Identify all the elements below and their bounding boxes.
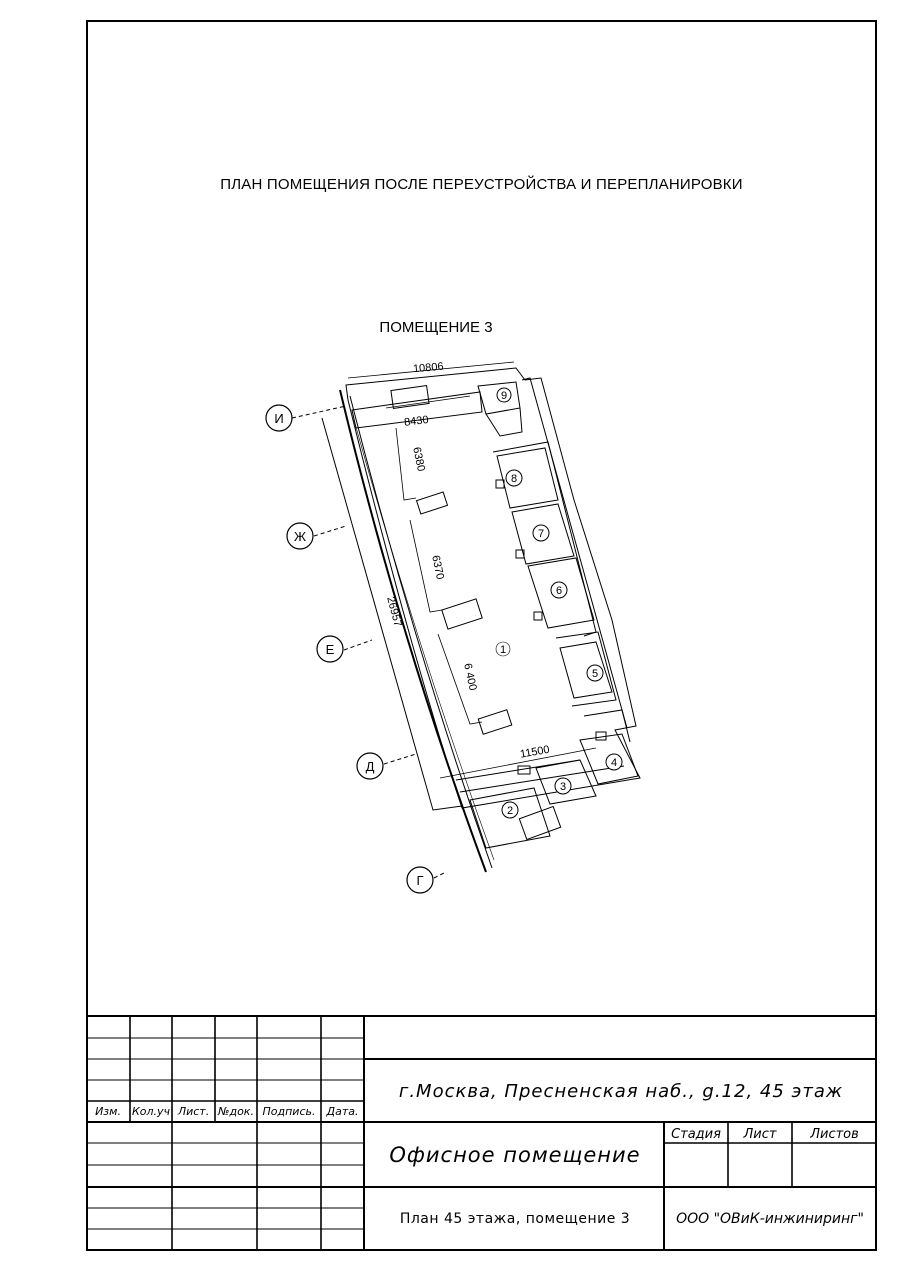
- axis-label-d: Д: [365, 759, 375, 774]
- room-label-2: 2: [506, 805, 514, 817]
- company-name: ООО "ОВиК-инжиниринг": [676, 1211, 864, 1227]
- axis-label-zh: Ж: [293, 529, 307, 544]
- stage-header: Стадия: [671, 1126, 721, 1142]
- project-address: г.Москва, Пресненская наб., g.12, 45 этаж: [398, 1080, 844, 1102]
- object-name: Офисное помещение: [389, 1143, 641, 1167]
- axis-label-g: Г: [416, 873, 424, 888]
- dim-top-width: 10806: [412, 360, 445, 376]
- axis-label-e: Е: [325, 642, 335, 657]
- header-kol-uch: Кол.уч: [131, 1104, 171, 1118]
- sheets-header: Листов: [810, 1126, 859, 1142]
- header-podpis: Подпись.: [262, 1104, 316, 1118]
- dim-bottom-width: 11500: [519, 743, 551, 761]
- room-label-1: 1: [499, 644, 507, 656]
- dim-segment-b: 6370: [429, 554, 447, 581]
- room-title: ПОМЕЩЕНИЕ 3: [379, 319, 493, 336]
- room-label-6: 6: [555, 585, 563, 597]
- header-ndok: №док.: [218, 1104, 254, 1118]
- room-label-3: 3: [559, 781, 567, 793]
- dim-inner-width: 8430: [403, 414, 430, 429]
- room-label-7: 7: [537, 528, 545, 540]
- axis-label-i: И: [274, 411, 284, 426]
- dim-curved-wall: 26957: [384, 595, 404, 629]
- drawing-title: ПЛАН ПОМЕЩЕНИЯ ПОСЛЕ ПЕРЕУСТРОЙСТВА И ПЕРЕПЛАНИРОВКИ: [220, 176, 743, 193]
- dim-segment-c: 6 400: [461, 662, 479, 692]
- dim-segment-a: 6380: [410, 446, 427, 473]
- sheet-name: План 45 этажа, помещение 3: [399, 1211, 631, 1227]
- room-label-4: 4: [610, 757, 618, 769]
- sheet-header: Лист: [743, 1126, 777, 1142]
- header-list: Лист.: [177, 1104, 210, 1118]
- room-label-5: 5: [591, 668, 599, 680]
- header-izm: Изм.: [95, 1104, 121, 1118]
- room-label-8: 8: [510, 473, 518, 485]
- header-data: Дата.: [326, 1104, 359, 1118]
- room-label-9: 9: [500, 390, 508, 402]
